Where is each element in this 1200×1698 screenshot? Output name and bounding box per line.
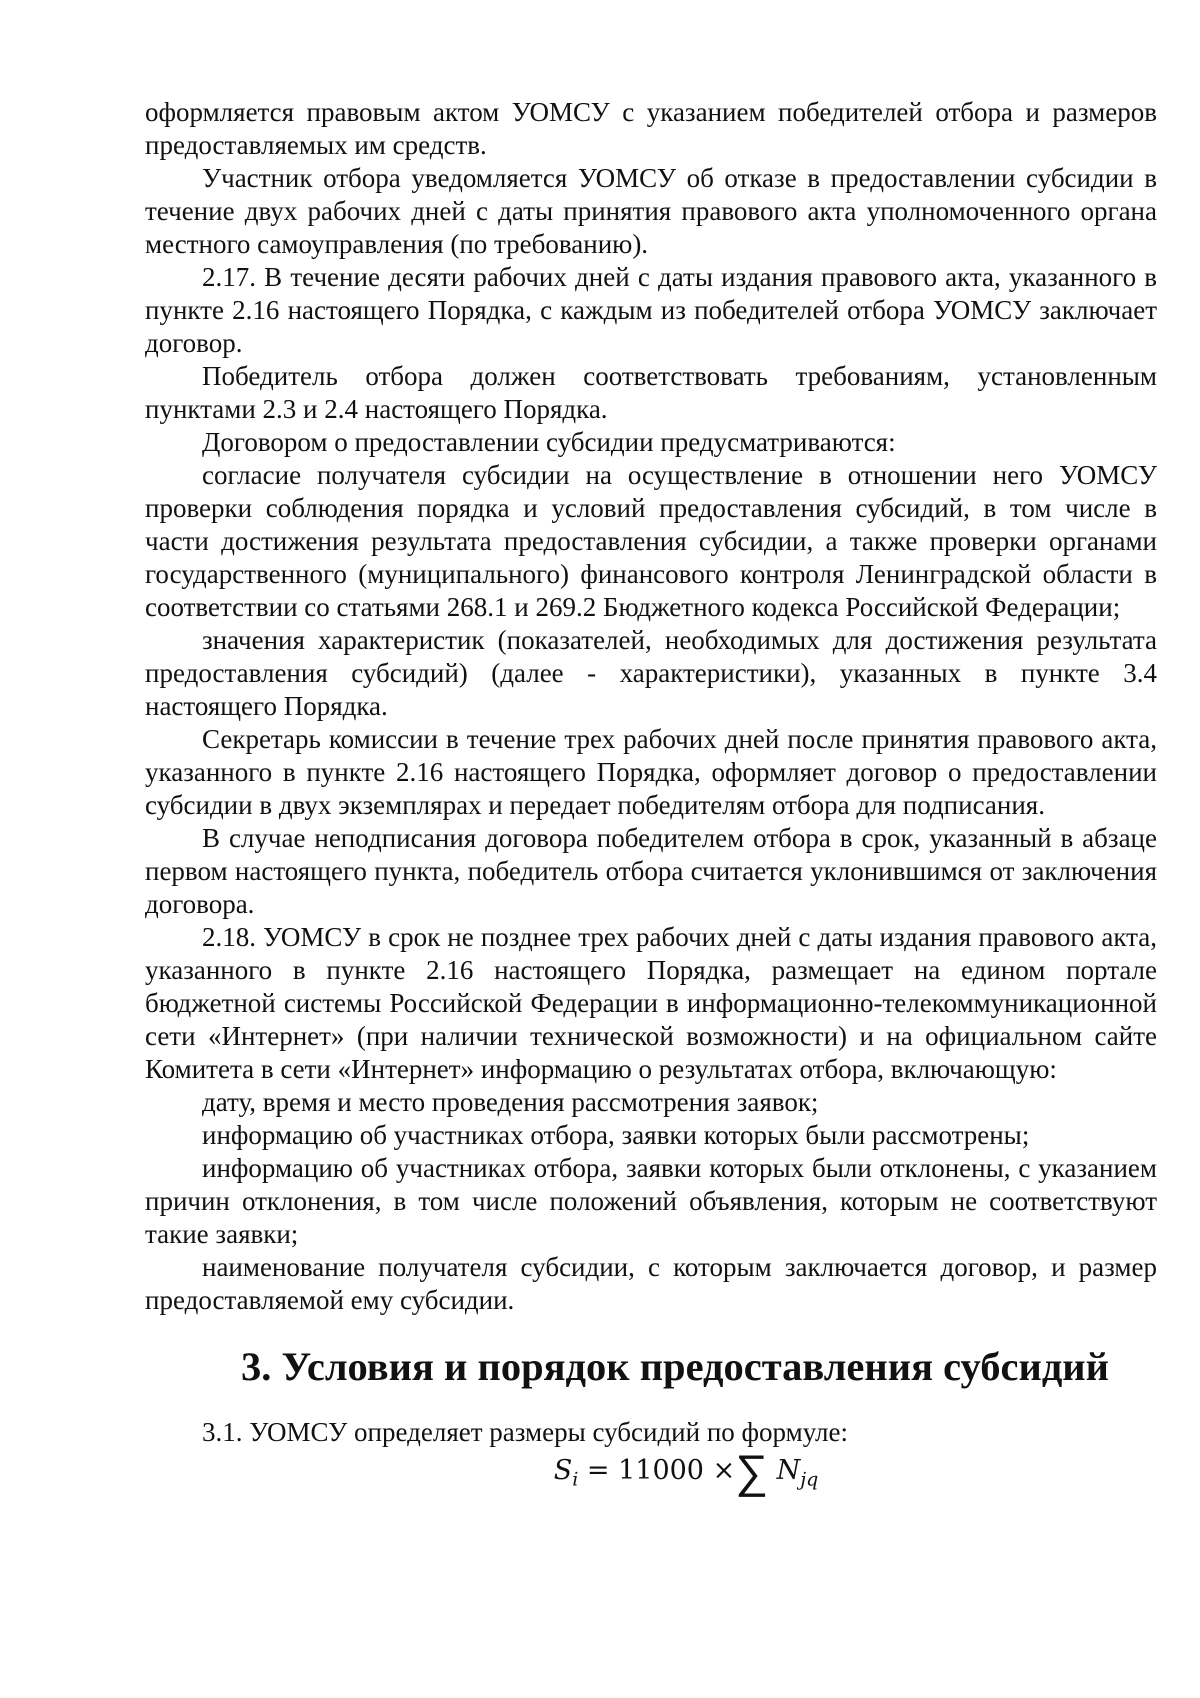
formula-term-subscript: jq — [800, 1468, 819, 1491]
paragraph: 2.18. УОМСУ в срок не позднее трех рабочих дней с даты издания правового акта, указанного в пункте 2.16 настоящего Порядка, размещает на едином портале бюджетной системы Российской Федерации в информационно-телекоммуникационной сети «Интернет» (при наличии технической возможности) и на официальном сайте Комитета в сети «Интернет» информацию о результатах отбора, включающую: — [145, 922, 1157, 1084]
paragraph: дату, время и место проведения рассмотрения заявок; — [202, 1087, 819, 1117]
formula-lhs-subscript: i — [572, 1468, 579, 1491]
paragraph: наименование получателя субсидии, с которым заключается договор, и размер предоставляемой ему субсидии. — [145, 1252, 1157, 1315]
paragraph: Секретарь комиссии в течение трех рабочих дней после принятия правового акта, указанного в пункте 2.16 настоящего Порядка, оформляет договор о предоставлении субсидии в двух экземплярах и передает победителям отбора для подписания. — [145, 724, 1157, 820]
paragraph: 2.17. В течение десяти рабочих дней с даты издания правового акта, указанного в пункте 2.16 настоящего Порядка, с каждым из победителей отбора УОМСУ заключает договор. — [145, 262, 1157, 358]
paragraph: оформляется правовым актом УОМСУ с указанием победителей отбора и размеров предоставляемых им средств. — [145, 97, 1157, 160]
paragraph: Победитель отбора должен соответствовать требованиям, установленным пунктами 2.3 и 2.4 настоящего Порядка. — [145, 361, 1157, 424]
section-heading: 3. Условия и порядок предоставления субсидий — [241, 1344, 1109, 1389]
formula-times: × — [712, 1455, 736, 1486]
formula-lhs: S — [553, 1455, 573, 1486]
paragraph: 3.1. УОМСУ определяет размеры субсидий по формуле: — [202, 1417, 848, 1447]
document-page — [145, 96, 1157, 1499]
paragraph: Участник отбора уведомляется УОМСУ об отказе в предоставлении субсидии в течение двух рабочих дней с даты принятия правового акта уполномоченного органа местного самоуправления (по требованию). — [145, 163, 1157, 259]
summation-icon: ∑ — [735, 1444, 769, 1498]
formula-equals: = — [586, 1455, 610, 1486]
paragraph: значения характеристик (показателей, необходимых для достижения результата предоставления субсидий) (далее - характеристики), указанных в пункте 3.4 настоящего Порядка. — [145, 625, 1157, 721]
formula-term: N — [776, 1455, 801, 1486]
subsidy-formula — [145, 1444, 1157, 1499]
paragraph: В случае неподписания договора победителем отбора в срок, указанный в абзаце первом настоящего пункта, победитель отбора считается уклонившимся от заключения договора. — [145, 823, 1157, 919]
formula-constant: 11000 — [618, 1455, 704, 1486]
paragraph: информацию об участниках отбора, заявки которых были отклонены, с указанием причин отклонения, в том числе положений объявления, которым не соответствуют такие заявки; — [145, 1153, 1157, 1249]
paragraph: информацию об участниках отбора, заявки которых были рассмотрены; — [202, 1120, 1030, 1150]
paragraph: согласие получателя субсидии на осуществление в отношении него УОМСУ проверки соблюдения порядка и условий предоставления субсидий, в том числе в части достижения результата предоставления субсидии, а также проверки органами государственного (муниципального) финансового контроля Ленинградской области в соответствии со статьями 268.1 и 269.2 Бюджетного кодекса Российской Федерации; — [145, 460, 1157, 622]
paragraph: Договором о предоставлении субсидии предусматриваются: — [202, 427, 896, 457]
